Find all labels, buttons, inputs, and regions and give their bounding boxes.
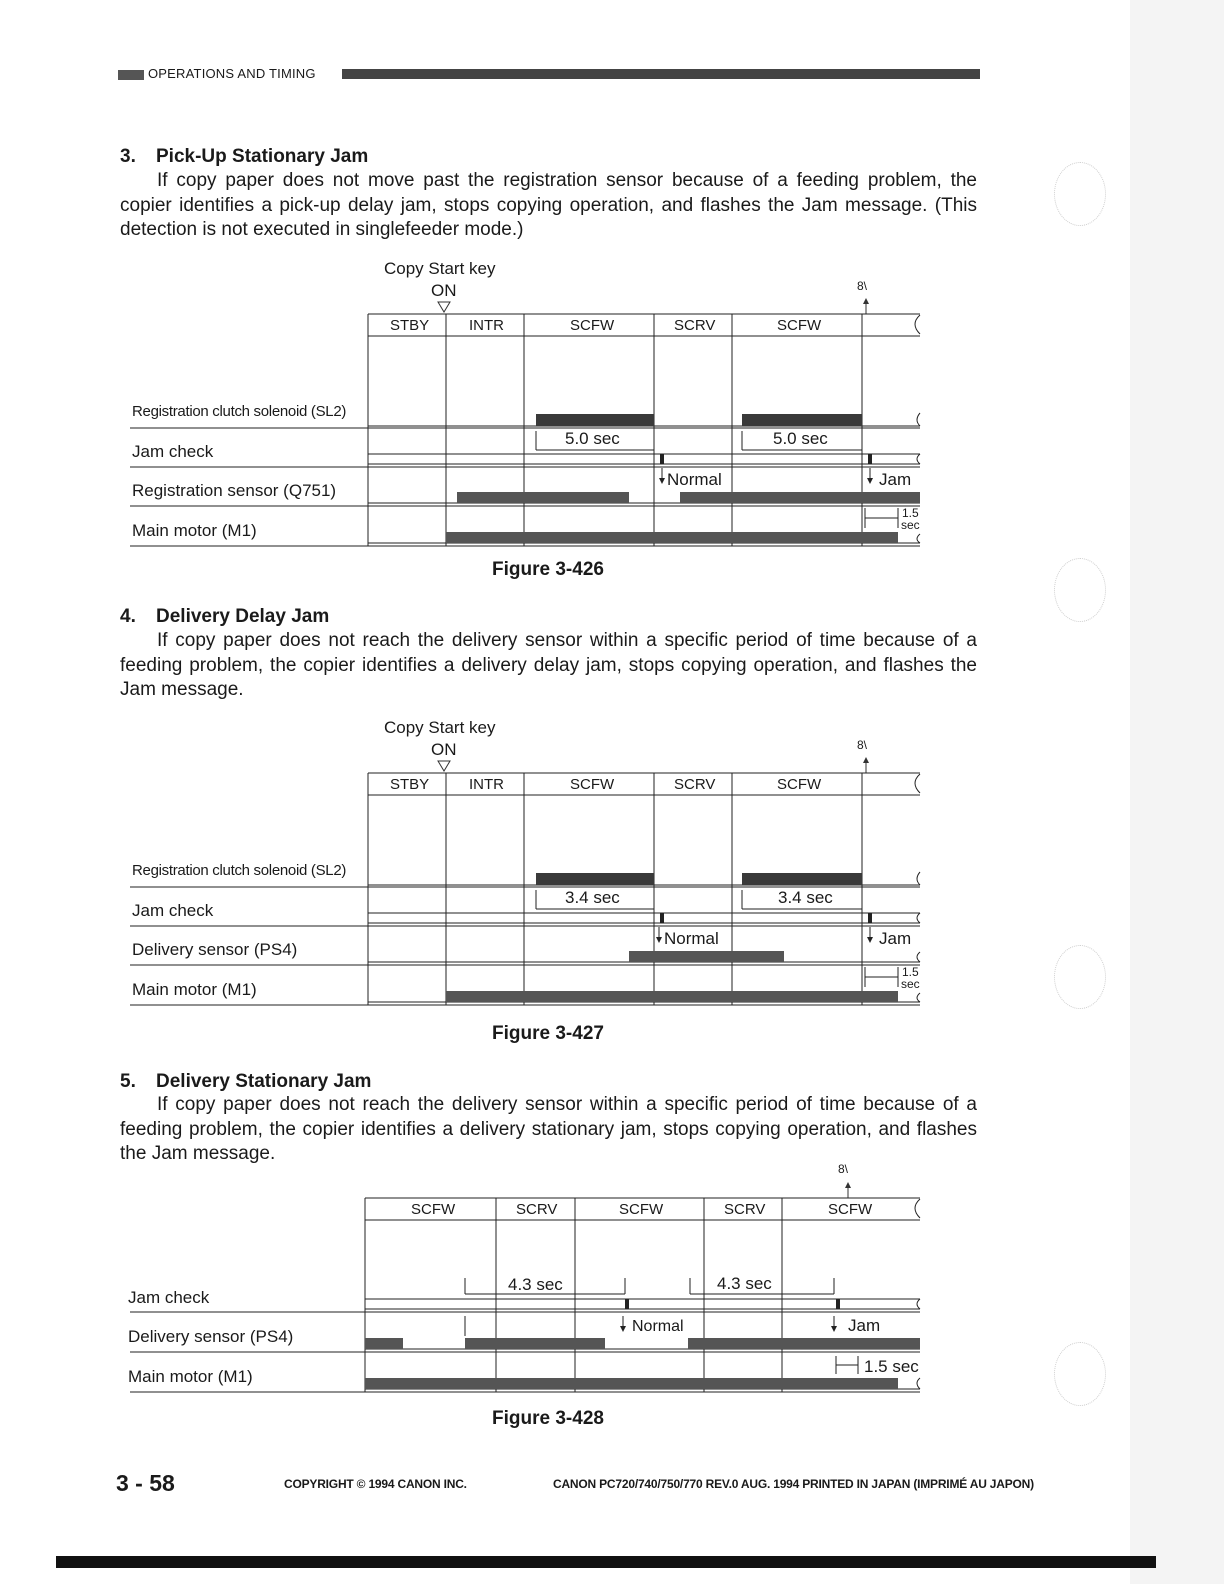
normal-label: Normal	[664, 929, 719, 948]
phase-label: INTR	[469, 317, 504, 334]
signal-label: Jam check	[132, 442, 214, 461]
phase-label: SCFW	[411, 1201, 456, 1218]
section-3-heading	[120, 146, 368, 168]
phase-label: SCFW	[777, 776, 822, 793]
normal-label: Normal	[632, 1318, 684, 1335]
section-number: 3.	[120, 146, 136, 167]
delay-value: 1.5	[902, 506, 919, 520]
phase-label: SCFW	[777, 317, 822, 334]
signal-label: Delivery sensor (PS4)	[128, 1327, 294, 1346]
phase-label: SCFW	[570, 776, 615, 793]
header-rule	[342, 69, 980, 79]
signal-label: Registration sensor (Q751)	[132, 481, 337, 500]
binder-hole	[1054, 162, 1106, 226]
delay-value: 1.5	[902, 965, 919, 979]
section-5-paragraph: If copy paper does not reach the delivery sensor within a specific period of time because of a feeding problem, the copier identifies a delivery stationary jam, stops copying operation, and flashes the Jam message.	[120, 1094, 977, 1164]
timer-label: 5.0 sec	[773, 429, 828, 448]
signal-label: Delivery sensor (PS4)	[132, 940, 298, 959]
timer-label: 5.0 sec	[565, 429, 620, 448]
figure-caption: Figure 3-427	[492, 1023, 604, 1044]
phase-label: SCRV	[674, 776, 716, 793]
timer-label: 3.4 sec	[565, 888, 620, 907]
phase-label: STBY	[390, 776, 430, 793]
binder-hole	[1054, 1342, 1106, 1406]
trigger-on-label: ON	[431, 281, 457, 300]
section-5-heading	[120, 1071, 371, 1093]
scanned-page-edge	[1130, 0, 1224, 1584]
figure-caption: Figure 3-428	[492, 1408, 604, 1429]
trigger-label: Copy Start key	[384, 718, 496, 737]
phase-label: SCRV	[674, 317, 716, 334]
signal-label: Jam check	[132, 901, 214, 920]
timer-label: 4.3 sec	[508, 1275, 563, 1294]
jam-label: Jam	[879, 470, 912, 489]
phase-label: SCFW	[570, 317, 615, 334]
normal-label: Normal	[667, 470, 722, 489]
timer-label: 3.4 sec	[778, 888, 833, 907]
jam-label: Jam	[879, 929, 912, 948]
timer-label: 4.3 sec	[717, 1274, 772, 1293]
signal-label: Main motor (M1)	[128, 1367, 253, 1386]
header-title: OPERATIONS AND TIMING	[148, 66, 320, 82]
jam-display-icon: 8\	[838, 1162, 849, 1176]
copyright-notice: COPYRIGHT © 1994 CANON INC.	[284, 1477, 467, 1491]
header-marker	[118, 70, 144, 80]
signal-label: Main motor (M1)	[132, 521, 257, 540]
section-title: Delivery Delay Jam	[156, 606, 330, 627]
section-title: Delivery Stationary Jam	[156, 1071, 372, 1092]
signal-label: Jam check	[128, 1288, 210, 1307]
figure-caption: Figure 3-426	[492, 559, 604, 580]
trigger-on-label: ON	[431, 740, 457, 759]
section-4-paragraph: If copy paper does not reach the delivery sensor within a specific period of time because of a feeding problem, the copier identifies a delivery delay jam, stops copying operation, and flashes the Jam message.	[120, 630, 977, 700]
section-number: 5.	[120, 1071, 136, 1092]
print-notice: CANON PC720/740/750/770 REV.0 AUG. 1994 PRINTED IN JAPAN (IMPRIMÉ AU JAPON)	[553, 1477, 1034, 1491]
signal-label: Registration clutch solenoid (SL2)	[132, 862, 347, 879]
section-title: Pick-Up Stationary Jam	[156, 146, 369, 167]
trigger-label: Copy Start key	[384, 259, 496, 278]
page-number: 3 - 58	[116, 1470, 175, 1496]
phase-label: SCRV	[516, 1201, 558, 1218]
binder-hole	[1054, 945, 1106, 1009]
jam-label: Jam	[848, 1316, 881, 1335]
phase-label: SCFW	[619, 1201, 664, 1218]
jam-display-icon: 8\	[857, 738, 868, 752]
jam-display-icon: 8\	[857, 279, 868, 293]
delay-label: 1.5 sec	[864, 1357, 919, 1376]
signal-label: Main motor (M1)	[132, 980, 257, 999]
section-number: 4.	[120, 606, 136, 627]
running-header	[118, 66, 980, 82]
phase-label: INTR	[469, 776, 504, 793]
delay-unit: sec	[901, 977, 920, 991]
section-3-paragraph: If copy paper does not move past the registration sensor because of a feeding problem, the copier identifies a pick-up delay jam, stops copying operation, and flashes the Jam message. (This detection is not executed in singlefeeder mode.)	[120, 170, 977, 240]
phase-label: SCFW	[828, 1201, 873, 1218]
delay-unit: sec	[901, 518, 920, 532]
scan-edge-bar	[56, 1556, 1156, 1568]
signal-label: Registration clutch solenoid (SL2)	[132, 403, 347, 420]
section-4-heading	[120, 606, 329, 628]
phase-label: STBY	[390, 317, 430, 334]
phase-label: SCRV	[724, 1201, 766, 1218]
